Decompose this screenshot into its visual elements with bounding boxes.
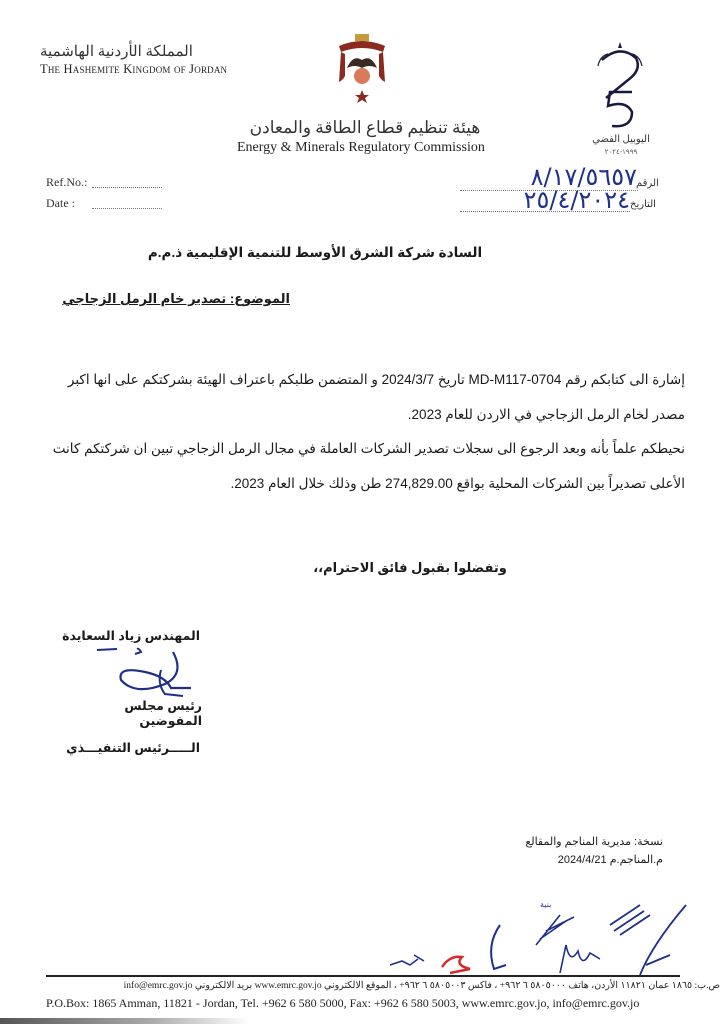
initial-2 <box>491 925 506 969</box>
crown-shape <box>355 34 369 41</box>
date-label-arabic: التاريخ <box>630 199 656 210</box>
date-handwritten: ٢٥/٤/٢٠٢٤ <box>523 186 630 214</box>
closing-salutation: وتفضلوا بقبول فائق الاحترام،، <box>313 560 507 575</box>
silver-jubilee-25-logo-icon <box>592 40 648 132</box>
star-medal <box>355 90 369 103</box>
signer-title: رئيس مجلس المفوضين <box>124 699 202 728</box>
copy-recipient: نسخة: مديرية المناجم والمقالع <box>525 836 663 848</box>
jordan-coat-of-arms-icon <box>333 32 391 108</box>
copy-reference: م.المناجم.م 2024/4/21 <box>557 854 663 866</box>
body-paragraph-2: نحيطكم علماً بأنه وبعد الرجوع الى سجلات تصدير الشركات العاملة في مجال الرمل الزجاجي تبين ان شركتكم كانت الأعلى تصديراً بين الشركات المحلية بواقع 274,829.00 طن وذلك خلال العام 2023. <box>52 441 685 491</box>
commission-name-arabic: هيئة تنظيم قطاع الطاقة والمعادن <box>249 118 481 137</box>
initial-5 <box>610 905 650 935</box>
initial-6 <box>640 905 686 975</box>
footer-divider <box>46 975 680 977</box>
addressee: السادة شركة الشرق الأوسط للتنمية الإقليمية ذ.م.م <box>147 245 483 260</box>
ref-no-label: Ref.No.: <box>46 175 88 189</box>
mantle-right <box>379 52 385 82</box>
ref-no-label-arabic: الرقم <box>636 178 659 189</box>
jubilee-label: اليوبيل الفضي <box>592 134 650 145</box>
ref-number-handwritten: ٨/١٧/٥٦٥٧ <box>530 163 637 191</box>
ref-no-blank-line <box>92 186 162 188</box>
footer-contact-arabic: ص.ب: ١٨٦٥ عمان ١١٨٢١ الأردن، هاتف ٥٨٠٥٠٠٠ ٦ ٩٦٢+ ، فاكس ٥٨٠٥٠٠٣ ٦ ٩٦٢+ ، الموقع الالكتروني www.emrc.gov.jo بريد الالكتروني info@emrc.gov.jo <box>123 981 720 991</box>
initial-4 <box>560 945 600 973</box>
svg-text:بنية: بنية <box>540 900 552 909</box>
mantle-top <box>339 41 385 52</box>
shield-orb <box>354 68 370 84</box>
eagle-wings <box>347 58 377 68</box>
initial-3 <box>536 915 574 945</box>
mantle-left <box>339 52 345 82</box>
signer-name: المهندس زياد السعايدة <box>62 629 200 643</box>
scan-edge-shadow <box>0 1018 250 1024</box>
jubilee-years: ١٩٩٩-٢٠٢٤ <box>604 149 638 156</box>
signer-role: الـــــرئيس التنفيـــذي <box>66 741 200 755</box>
kingdom-name-english: The Hashemite Kingdom of Jordan <box>40 62 228 76</box>
footer-contact-english: P.O.Box: 1865 Amman, 11821 - Jordan, Tel. +962 6 580 5000, Fax: +962 6 580 5003, www.emrc.gov.jo, info@emrc.gov.jo <box>46 996 640 1010</box>
initial-1 <box>390 955 424 965</box>
handwritten-signature-icon <box>95 644 205 702</box>
commission-name-english: Energy & Minerals Regulatory Commission <box>237 140 485 155</box>
red-initial <box>442 957 470 973</box>
body-paragraph-1: إشارة الى كتابكم رقم MD-M117-0704 تاريخ 2024/3/7 و المتضمن طلبكم باعتراف الهيئة بشركتكم على انها اكبر مصدر لخام الرمل الزجاجي في الاردن للعام 2023. <box>67 372 685 422</box>
date-label: Date : <box>46 196 75 210</box>
approval-initials-icon <box>390 895 710 975</box>
date-blank-line <box>92 207 162 209</box>
subject-line: الموضوع: تصدير خام الرمل الزجاجي <box>62 291 290 306</box>
kingdom-name-arabic: المملكة الأردنية الهاشمية <box>40 44 193 60</box>
